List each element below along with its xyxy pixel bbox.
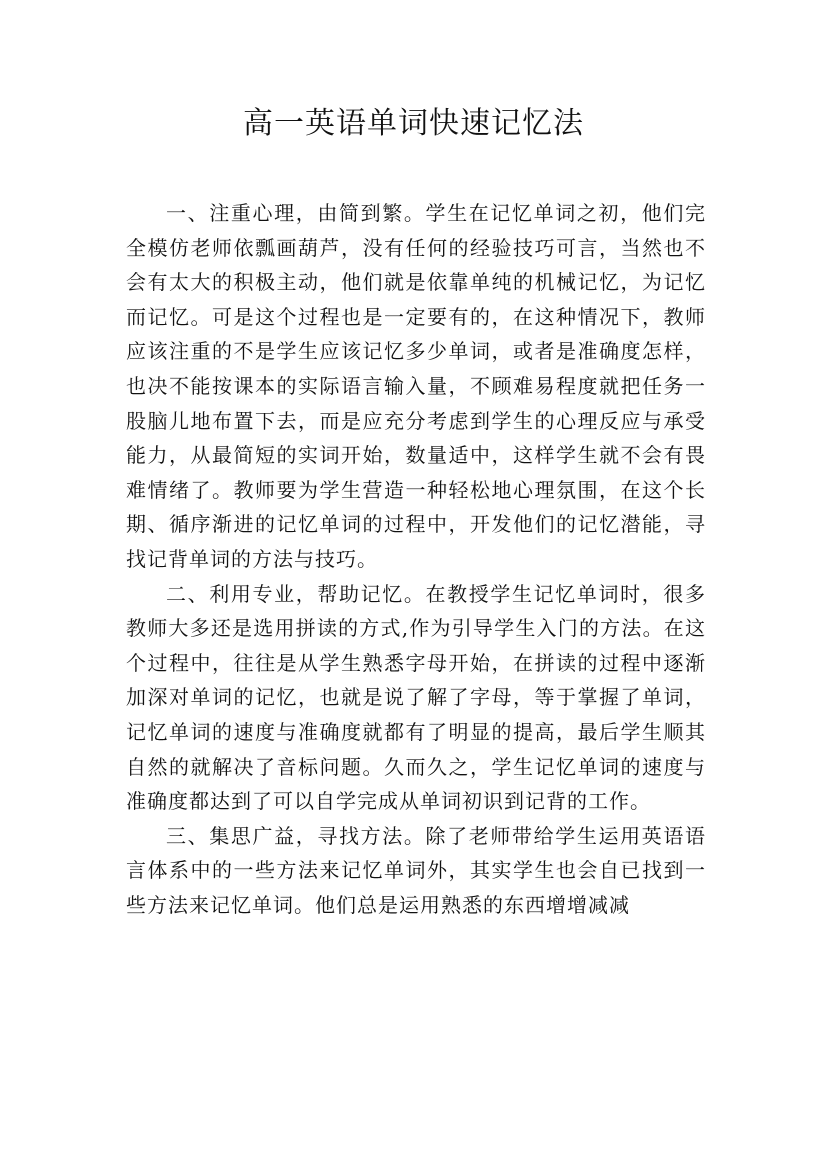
document-body — [126, 196, 706, 922]
document-title: 高一英语单词快速记忆法 — [243, 106, 584, 141]
paragraph-2: 二、利用专业，帮助记忆。在教授学生记忆单词时，很多教师大多还是选用拼读的方式,作为引导学生入门的方法。在这个过程中，往往是从学生熟悉字母开始，在拼读的过程中逐渐加深对单词的记忆，也就是说了解了字母，等于掌握了单词，记忆单词的速度与准确度就都有了明显的提高，最后学生顺其自然的就解决了音标问题。久而久之，学生记忆单词的速度与准确度都达到了可以自学完成从单词初识到记背的工作。 — [126, 581, 706, 814]
paragraph-3: 三、集思广益，寻找方法。除了老师带给学生运用英语语言体系中的一些方法来记忆单词外，其实学生也会自已找到一些方法来记忆单词。他们总是运用熟悉的东西增增减减 — [126, 823, 706, 917]
paragraph-1: 一、注重心理，由简到繁。学生在记忆单词之初，他们完全模仿老师依瓢画葫芦，没有任何的经验技巧可言，当然也不会有太大的积极主动，他们就是依靠单纯的机械记忆，为记忆而记忆。可是这个过程也是一定要有的，在这种情况下，教师应该注重的不是学生应该记忆多少单词，或者是准确度怎样，也决不能按课本的实际语言输入量，不顾难易程度就把任务一股脑儿地布置下去，而是应充分考虑到学生的心理反应与承受能力，从最简短的实词开始，数量适中，这样学生就不会有畏难情绪了。教师要为学生营造一种轻松地心理氛围，在这个长期、循序渐进的记忆单词的过程中，开发他们的记忆潜能，寻找记背单词的方法与技巧。 — [126, 201, 706, 571]
